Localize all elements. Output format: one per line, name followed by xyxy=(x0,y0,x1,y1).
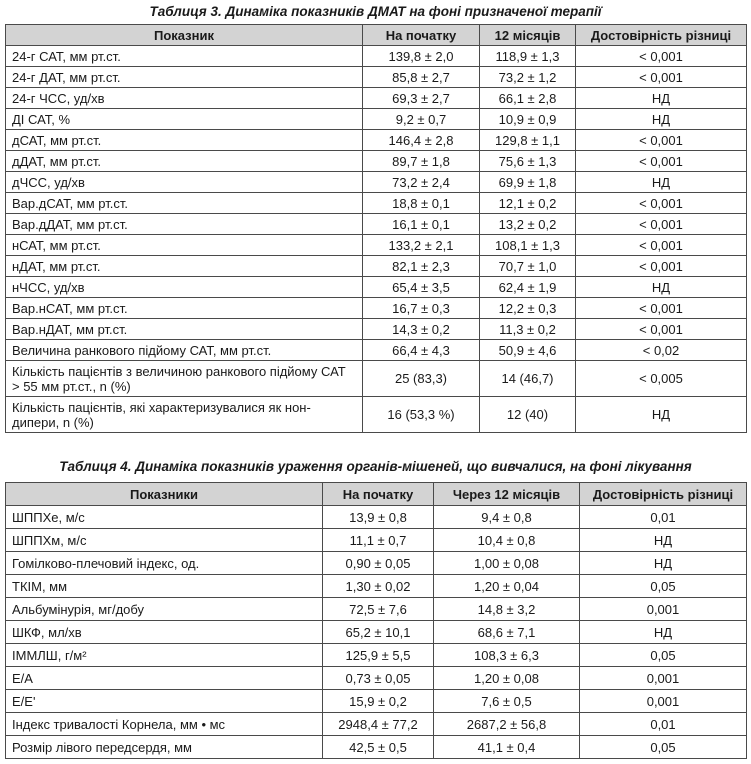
table-row xyxy=(6,598,747,621)
significance-cell: НД xyxy=(576,277,747,298)
followup-cell: 62,4 ± 1,9 xyxy=(480,277,576,298)
followup-cell: 12,1 ± 0,2 xyxy=(480,193,576,214)
significance-cell: < 0,001 xyxy=(576,67,747,88)
baseline-cell: 69,3 ± 2,7 xyxy=(363,88,480,109)
indicator-cell: нДАТ, мм рт.ст. xyxy=(6,256,363,277)
baseline-cell: 16 (53,3 %) xyxy=(363,397,480,433)
significance-cell: 0,05 xyxy=(580,575,747,598)
table-row xyxy=(6,575,747,598)
followup-cell: 129,8 ± 1,1 xyxy=(480,130,576,151)
significance-cell: < 0,001 xyxy=(576,235,747,256)
table-row xyxy=(6,130,747,151)
baseline-cell: 0,73 ± 0,05 xyxy=(323,667,434,690)
baseline-cell: 65,2 ± 10,1 xyxy=(323,621,434,644)
significance-cell: 0,001 xyxy=(580,667,747,690)
significance-cell: 0,01 xyxy=(580,506,747,529)
baseline-cell: 146,4 ± 2,8 xyxy=(363,130,480,151)
table-row xyxy=(6,361,747,397)
baseline-cell: 73,2 ± 2,4 xyxy=(363,172,480,193)
significance-cell: < 0,005 xyxy=(576,361,747,397)
baseline-cell: 85,8 ± 2,7 xyxy=(363,67,480,88)
baseline-cell: 18,8 ± 0,1 xyxy=(363,193,480,214)
table3-header-12-months: 12 місяців xyxy=(480,25,576,46)
table3-header-indicator: Показник xyxy=(6,25,363,46)
indicator-cell: нСАТ, мм рт.ст. xyxy=(6,235,363,256)
table-row xyxy=(6,172,747,193)
followup-cell: 10,4 ± 0,8 xyxy=(434,529,580,552)
baseline-cell: 13,9 ± 0,8 xyxy=(323,506,434,529)
significance-cell: < 0,001 xyxy=(576,214,747,235)
baseline-cell: 125,9 ± 5,5 xyxy=(323,644,434,667)
followup-cell: 14 (46,7) xyxy=(480,361,576,397)
followup-cell: 68,6 ± 7,1 xyxy=(434,621,580,644)
followup-cell: 12 (40) xyxy=(480,397,576,433)
baseline-cell: 11,1 ± 0,7 xyxy=(323,529,434,552)
table-row xyxy=(6,397,747,433)
followup-cell: 2687,2 ± 56,8 xyxy=(434,713,580,736)
table-row xyxy=(6,214,747,235)
table-row xyxy=(6,644,747,667)
indicator-cell: Е/А xyxy=(6,667,323,690)
table4-header-12-months: Через 12 місяців xyxy=(434,483,580,506)
significance-cell: НД xyxy=(580,621,747,644)
table4-header-baseline: На початку xyxy=(323,483,434,506)
baseline-cell: 89,7 ± 1,8 xyxy=(363,151,480,172)
indicator-cell: Розмір лівого передсердя, мм xyxy=(6,736,323,759)
indicator-cell: Вар.нСАТ, мм рт.ст. xyxy=(6,298,363,319)
followup-cell: 41,1 ± 0,4 xyxy=(434,736,580,759)
table-row xyxy=(6,621,747,644)
significance-cell: 0,001 xyxy=(580,690,747,713)
indicator-cell: 24-г ЧСС, уд/хв xyxy=(6,88,363,109)
followup-cell: 50,9 ± 4,6 xyxy=(480,340,576,361)
followup-cell: 108,1 ± 1,3 xyxy=(480,235,576,256)
followup-cell: 14,8 ± 3,2 xyxy=(434,598,580,621)
table4-body xyxy=(6,506,747,759)
baseline-cell: 9,2 ± 0,7 xyxy=(363,109,480,130)
significance-cell: НД xyxy=(576,397,747,433)
significance-cell: 0,01 xyxy=(580,713,747,736)
baseline-cell: 139,8 ± 2,0 xyxy=(363,46,480,67)
significance-cell: < 0,001 xyxy=(576,298,747,319)
table3-header-baseline: На початку xyxy=(363,25,480,46)
followup-cell: 70,7 ± 1,0 xyxy=(480,256,576,277)
table3-caption: Таблиця 3. Динаміка показників ДМАТ на фоні призначеної терапії xyxy=(149,4,602,19)
followup-cell: 1,20 ± 0,04 xyxy=(434,575,580,598)
indicator-cell: дЧСС, уд/хв xyxy=(6,172,363,193)
significance-cell: < 0,001 xyxy=(576,46,747,67)
significance-cell: НД xyxy=(576,109,747,130)
followup-cell: 69,9 ± 1,8 xyxy=(480,172,576,193)
indicator-cell: ІММЛШ, г/м² xyxy=(6,644,323,667)
significance-cell: НД xyxy=(580,529,747,552)
baseline-cell: 2948,4 ± 77,2 xyxy=(323,713,434,736)
indicator-cell: Індекс тривалості Корнела, мм • мс xyxy=(6,713,323,736)
significance-cell: < 0,001 xyxy=(576,193,747,214)
indicator-cell: Вар.дДАТ, мм рт.ст. xyxy=(6,214,363,235)
indicator-cell: 24-г САТ, мм рт.ст. xyxy=(6,46,363,67)
significance-cell: 0,001 xyxy=(580,598,747,621)
followup-cell: 108,3 ± 6,3 xyxy=(434,644,580,667)
indicator-cell: Величина ранкового підйому САТ, мм рт.ст. xyxy=(6,340,363,361)
indicator-cell: Е/Е' xyxy=(6,690,323,713)
table3 xyxy=(5,24,747,433)
indicator-cell: нЧСС, уд/хв xyxy=(6,277,363,298)
baseline-cell: 72,5 ± 7,6 xyxy=(323,598,434,621)
indicator-cell: Кількість пацієнтів, які характеризувалися як нон-дипери, n (%) xyxy=(6,397,363,433)
significance-cell: < 0,001 xyxy=(576,130,747,151)
followup-cell: 10,9 ± 0,9 xyxy=(480,109,576,130)
significance-cell: < 0,001 xyxy=(576,319,747,340)
table-row xyxy=(6,690,747,713)
table-row xyxy=(6,46,747,67)
table-row xyxy=(6,529,747,552)
indicator-cell: Вар.дСАТ, мм рт.ст. xyxy=(6,193,363,214)
table-row xyxy=(6,256,747,277)
baseline-cell: 0,90 ± 0,05 xyxy=(323,552,434,575)
baseline-cell: 42,5 ± 0,5 xyxy=(323,736,434,759)
indicator-cell: 24-г ДАТ, мм рт.ст. xyxy=(6,67,363,88)
significance-cell: 0,05 xyxy=(580,644,747,667)
table-row xyxy=(6,667,747,690)
followup-cell: 75,6 ± 1,3 xyxy=(480,151,576,172)
indicator-cell: ТКІМ, мм xyxy=(6,575,323,598)
significance-cell: НД xyxy=(576,88,747,109)
table-row xyxy=(6,736,747,759)
table-row xyxy=(6,713,747,736)
table4-header-row xyxy=(6,483,747,506)
significance-cell: < 0,001 xyxy=(576,256,747,277)
baseline-cell: 65,4 ± 3,5 xyxy=(363,277,480,298)
table-row xyxy=(6,109,747,130)
table-row xyxy=(6,193,747,214)
indicator-cell: Альбумінурія, мг/добу xyxy=(6,598,323,621)
table-row xyxy=(6,340,747,361)
baseline-cell: 133,2 ± 2,1 xyxy=(363,235,480,256)
followup-cell: 13,2 ± 0,2 xyxy=(480,214,576,235)
baseline-cell: 25 (83,3) xyxy=(363,361,480,397)
table4 xyxy=(5,482,747,759)
table3-header-row xyxy=(6,25,747,46)
table-row xyxy=(6,277,747,298)
significance-cell: < 0,001 xyxy=(576,151,747,172)
table-row xyxy=(6,298,747,319)
indicator-cell: дСАТ, мм рт.ст. xyxy=(6,130,363,151)
baseline-cell: 66,4 ± 4,3 xyxy=(363,340,480,361)
followup-cell: 7,6 ± 0,5 xyxy=(434,690,580,713)
table-row xyxy=(6,319,747,340)
table-row xyxy=(6,506,747,529)
table3-body xyxy=(6,46,747,433)
table4-caption: Таблиця 4. Динаміка показників ураження органів-мішеней, що вивчалися, на фоні лікування xyxy=(59,459,692,474)
table4-header-significance: Достовірність різниці xyxy=(580,483,747,506)
indicator-cell: Вар.нДАТ, мм рт.ст. xyxy=(6,319,363,340)
indicator-cell: ШППХе, м/с xyxy=(6,506,323,529)
table4-header-indicators: Показники xyxy=(6,483,323,506)
followup-cell: 66,1 ± 2,8 xyxy=(480,88,576,109)
followup-cell: 73,2 ± 1,2 xyxy=(480,67,576,88)
followup-cell: 118,9 ± 1,3 xyxy=(480,46,576,67)
significance-cell: < 0,02 xyxy=(576,340,747,361)
baseline-cell: 1,30 ± 0,02 xyxy=(323,575,434,598)
indicator-cell: ШППХм, м/с xyxy=(6,529,323,552)
indicator-cell: ШКФ, мл/хв xyxy=(6,621,323,644)
baseline-cell: 14,3 ± 0,2 xyxy=(363,319,480,340)
followup-cell: 1,20 ± 0,08 xyxy=(434,667,580,690)
baseline-cell: 15,9 ± 0,2 xyxy=(323,690,434,713)
table-row xyxy=(6,552,747,575)
table-row xyxy=(6,67,747,88)
significance-cell: НД xyxy=(576,172,747,193)
table-row xyxy=(6,88,747,109)
indicator-cell: ДІ САТ, % xyxy=(6,109,363,130)
followup-cell: 11,3 ± 0,2 xyxy=(480,319,576,340)
table3-header-significance: Достовірність різниці xyxy=(576,25,747,46)
indicator-cell: Кількість пацієнтів з величиною ранкового підйому САТ > 55 мм рт.ст., n (%) xyxy=(6,361,363,397)
indicator-cell: Гомілково-плечовий індекс, од. xyxy=(6,552,323,575)
significance-cell: 0,05 xyxy=(580,736,747,759)
followup-cell: 9,4 ± 0,8 xyxy=(434,506,580,529)
table-row xyxy=(6,151,747,172)
table-row xyxy=(6,235,747,256)
indicator-cell: дДАТ, мм рт.ст. xyxy=(6,151,363,172)
baseline-cell: 82,1 ± 2,3 xyxy=(363,256,480,277)
baseline-cell: 16,7 ± 0,3 xyxy=(363,298,480,319)
followup-cell: 1,00 ± 0,08 xyxy=(434,552,580,575)
followup-cell: 12,2 ± 0,3 xyxy=(480,298,576,319)
baseline-cell: 16,1 ± 0,1 xyxy=(363,214,480,235)
significance-cell: НД xyxy=(580,552,747,575)
